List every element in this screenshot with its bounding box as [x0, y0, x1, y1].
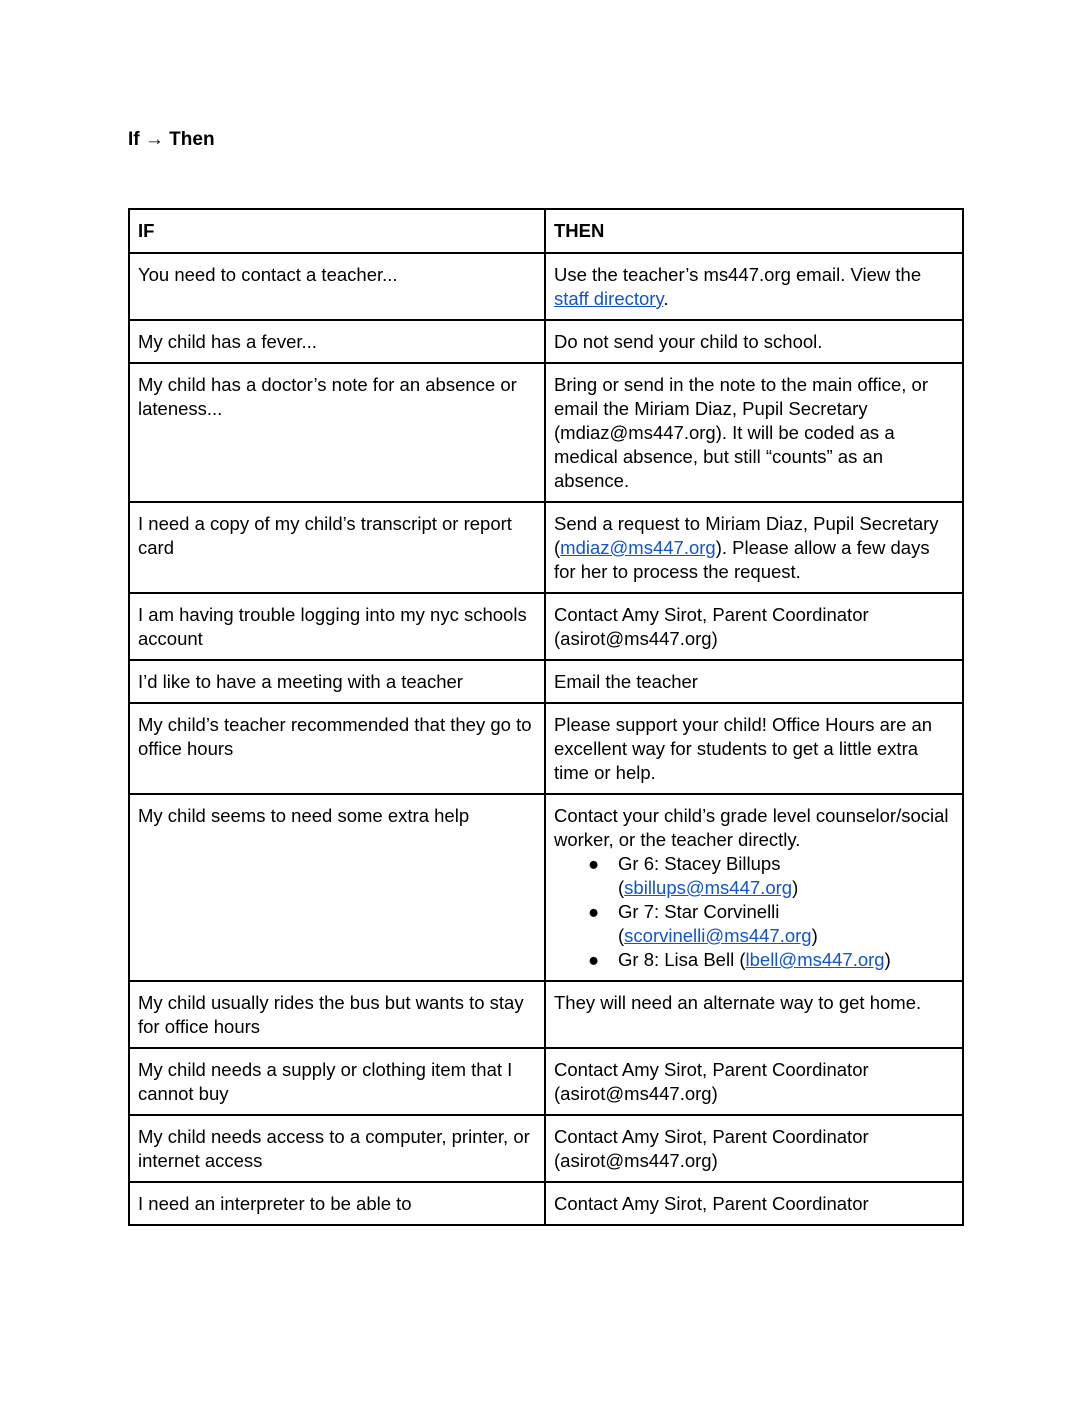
list-item-text: )	[792, 877, 799, 898]
then-cell: Please support your child! Office Hours are an excellent way for students to get a little extra time or help.	[545, 703, 963, 794]
then-cell	[545, 794, 963, 981]
table-header-row	[129, 209, 963, 253]
email-link-mdiaz[interactable]: mdiaz@ms447.org	[560, 537, 716, 558]
if-then-table	[128, 208, 964, 1226]
table-row	[129, 502, 963, 593]
table-row	[129, 363, 963, 502]
if-cell: I am having trouble logging into my nyc schools account	[129, 593, 545, 660]
if-cell: I need a copy of my child’s transcript or report card	[129, 502, 545, 593]
then-cell: Do not send your child to school.	[545, 320, 963, 363]
if-cell: I need an interpreter to be able to	[129, 1182, 545, 1225]
if-cell: My child seems to need some extra help	[129, 794, 545, 981]
if-cell: My child needs a supply or clothing item that I cannot buy	[129, 1048, 545, 1115]
list-item	[588, 900, 954, 948]
list-item	[588, 948, 954, 972]
then-text: .	[663, 288, 669, 309]
email-link-scorvinelli[interactable]: scorvinelli@ms447.org	[624, 925, 812, 946]
list-item-text: Gr 7: Star Corvinelli (	[618, 901, 780, 946]
list-item-text: Gr 6: Stacey Billups (	[618, 853, 781, 898]
header-if: IF	[129, 209, 545, 253]
if-cell: My child needs access to a computer, printer, or internet access	[129, 1115, 545, 1182]
table-row	[129, 1182, 963, 1225]
table-row	[129, 320, 963, 363]
table-row	[129, 794, 963, 981]
then-text: Send a request to Miriam Diaz, Pupil Secretary (	[554, 513, 939, 558]
table-row	[129, 981, 963, 1048]
list-item-text: )	[811, 925, 818, 946]
then-cell: Bring or send in the note to the main office, or email the Miriam Diaz, Pupil Secretary (mdiaz@ms447.org). It will be coded as a medical absence, but still “counts” as an absence.	[545, 363, 963, 502]
page-title: If → Then	[128, 129, 215, 150]
then-cell	[545, 502, 963, 593]
email-link-lbell[interactable]: lbell@ms447.org	[745, 949, 885, 970]
table-row	[129, 253, 963, 320]
table-row	[129, 660, 963, 703]
then-text: Contact your child’s grade level counselor/social worker, or the teacher directly.	[554, 805, 949, 850]
bullet-icon: ●	[588, 901, 600, 922]
table-row	[129, 703, 963, 794]
if-cell: I’d like to have a meeting with a teacher	[129, 660, 545, 703]
table-row	[129, 1048, 963, 1115]
if-cell: My child has a doctor’s note for an absence or lateness...	[129, 363, 545, 502]
list-item	[588, 852, 954, 900]
then-cell: Email the teacher	[545, 660, 963, 703]
staff-directory-link[interactable]: staff directory	[554, 288, 664, 309]
if-cell: My child’s teacher recommended that they go to office hours	[129, 703, 545, 794]
counselor-list	[554, 852, 954, 972]
bullet-icon: ●	[588, 853, 600, 874]
if-cell: You need to contact a teacher...	[129, 253, 545, 320]
then-text: Use the teacher’s ms447.org email. View the	[554, 264, 922, 285]
then-cell	[545, 253, 963, 320]
if-cell: My child usually rides the bus but wants to stay for office hours	[129, 981, 545, 1048]
then-cell: They will need an alternate way to get home.	[545, 981, 963, 1048]
then-cell: Contact Amy Sirot, Parent Coordinator (asirot@ms447.org)	[545, 1115, 963, 1182]
then-cell: Contact Amy Sirot, Parent Coordinator (asirot@ms447.org)	[545, 593, 963, 660]
table-row	[129, 593, 963, 660]
then-cell: Contact Amy Sirot, Parent Coordinator	[545, 1182, 963, 1225]
bullet-icon: ●	[588, 949, 600, 970]
if-cell: My child has a fever...	[129, 320, 545, 363]
table-row	[129, 1115, 963, 1182]
header-then: THEN	[545, 209, 963, 253]
then-text: ). Please allow a few days for her to process the request.	[554, 537, 930, 582]
email-link-sbillups[interactable]: sbillups@ms447.org	[624, 877, 793, 898]
then-cell: Contact Amy Sirot, Parent Coordinator (asirot@ms447.org)	[545, 1048, 963, 1115]
list-item-text: )	[884, 949, 891, 970]
list-item-text: Gr 8: Lisa Bell (	[618, 949, 746, 970]
